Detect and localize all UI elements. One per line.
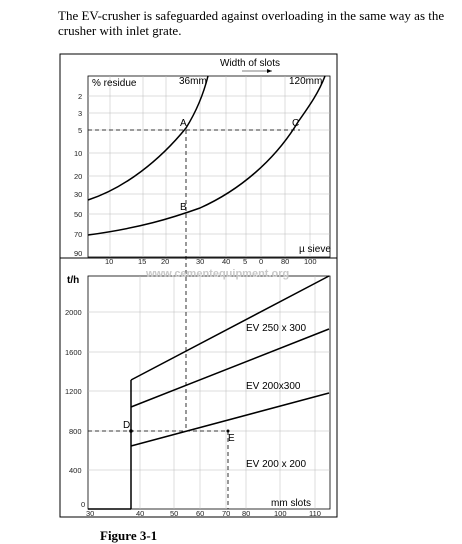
series-label-ev-250x300: EV 250 x 300 [246,323,307,334]
upper-y-tick: 70 [74,230,83,239]
point-label-c: C [292,118,300,129]
lower-plot-frame [88,276,330,509]
lower-y-tick: 1200 [65,387,82,396]
point-label-b: B [180,202,187,213]
upper-x-tick: 80 [281,257,290,266]
upper-grid [88,76,330,257]
upper-plot-frame [88,76,330,257]
point-label-d: D [123,420,131,431]
upper-x-label: µ sieve [299,244,331,255]
upper-chart-title: Width of slots [220,58,281,69]
upper-x-tick: 15 [138,257,147,266]
intro-text: The EV-crusher is safeguarded against overloading in the same way as the crusher with inlet grate. [58,8,445,38]
upper-x-tick: 5 [243,257,248,266]
upper-y-tick: 30 [74,190,83,199]
upper-y-tick: 2 [78,92,83,101]
lower-x-tick: 70 [222,509,231,518]
upper-x-tick: 100 [304,257,317,266]
upper-x-tick: 40 [222,257,231,266]
lower-grid [88,276,330,509]
curve-120mm [88,76,325,235]
curve-36mm [88,76,208,200]
lower-x-tick: 100 [274,509,287,518]
lower-y-tick: 400 [69,466,82,475]
upper-y-tick: 50 [74,210,83,219]
point-label-a: A [180,118,187,129]
series-label-120mm: 120mm [289,76,323,87]
lower-x-tick: 50 [170,509,179,518]
series-label-36mm: 36mm [179,76,207,87]
lower-y-label: t/h [67,275,80,286]
point-label-e: E [228,433,235,444]
figure-caption: Figure 3-1 [100,528,158,543]
upper-y-tick: 20 [74,172,83,181]
upper-y-ticks [74,92,82,258]
lower-y-tick: 2000 [65,308,82,317]
upper-y-tick: 3 [78,109,83,118]
upper-y-tick: 10 [74,149,83,158]
lower-y-tick: 1600 [65,348,82,357]
upper-y-tick: 90 [74,249,83,258]
lower-x-tick: 40 [136,509,145,518]
line-ev-200x300 [131,329,329,407]
series-label-ev-200x300: EV 200x300 [246,381,301,392]
lower-y-ticks [65,308,85,509]
lower-y-tick: 0 [81,500,86,509]
lower-x-tick: 30 [86,509,95,518]
upper-x-tick: 20 [161,257,170,266]
series-label-ev-200x200: EV 200 x 200 [246,459,307,470]
upper-y-tick: 5 [78,126,83,135]
lower-y-tick: 800 [69,427,82,436]
upper-x-tick: 10 [105,257,114,266]
lower-x-tick: 110 [309,509,321,518]
lower-x-label: mm slots [271,498,311,509]
lower-x-tick: 60 [196,509,205,518]
upper-x-tick: 30 [196,257,205,266]
slot-width-arrow [242,69,272,73]
lower-x-tick: 80 [242,509,251,518]
upper-x-tick: 0 [259,257,264,266]
min-slot-boundary [88,380,131,509]
upper-y-label: % residue [92,78,137,89]
watermark: www.cementequipment.org [146,268,290,280]
